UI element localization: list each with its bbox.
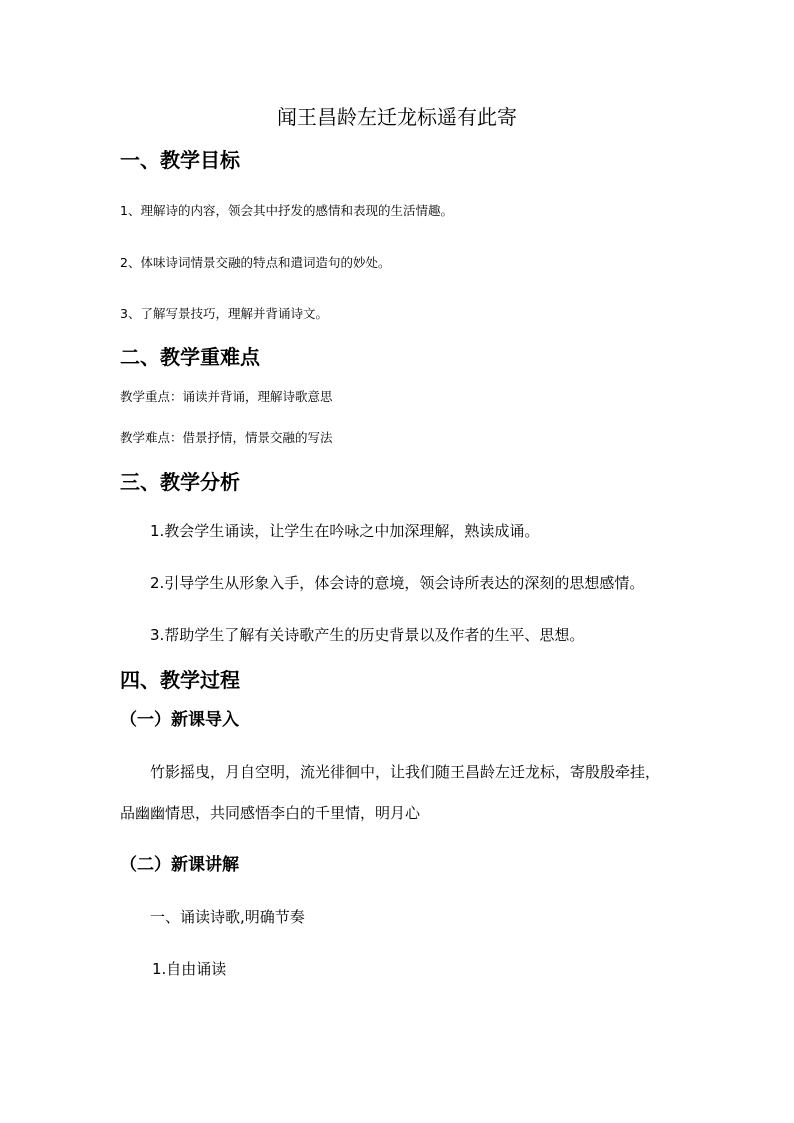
goal-item-2: 2、体味诗词情景交融的特点和遣词造句的妙处。: [120, 255, 391, 270]
analysis-item-2: 2.引导学生从形象入手，体会诗的意境，领会诗所表达的深刻的思想感情。: [150, 574, 645, 592]
lecture-substep-1: 1.自由诵读: [152, 960, 227, 978]
difficulty-text: 教学难点：借景抒情，情景交融的写法: [120, 430, 333, 445]
analysis-item-3: 3.帮助学生了解有关诗歌产生的历史背景以及作者的生平、思想。: [150, 626, 585, 644]
lecture-step-1: 一、诵读诗歌,明确节奏: [150, 908, 305, 926]
goal-item-3: 3、了解写景技巧，理解并背诵诗文。: [120, 306, 328, 321]
subsection-heading-intro: （一）新课导入: [120, 710, 239, 730]
subsection-heading-lecture: （二）新课讲解: [120, 855, 239, 875]
intro-paragraph-line-1: 竹影摇曳，月自空明，流光徘徊中，让我们随王昌龄左迁龙标，寄殷殷牵挂，: [150, 763, 661, 781]
key-point-text: 教学重点：诵读并背诵，理解诗歌意思: [120, 389, 333, 404]
section-heading-teaching-goals: 一、教学目标: [120, 148, 240, 172]
intro-paragraph-line-2: 品幽幽情思，共同感悟李白的千里情，明月心: [120, 804, 421, 822]
section-heading-analysis: 三、教学分析: [120, 470, 240, 494]
section-heading-key-points: 二、教学重难点: [120, 345, 260, 369]
document-title: 闻王昌龄左迁龙标遥有此寄: [277, 105, 517, 129]
section-heading-process: 四、教学过程: [120, 668, 240, 692]
analysis-item-1: 1.教会学生诵读，让学生在吟咏之中加深理解，熟读成诵。: [150, 522, 540, 540]
goal-item-1: 1、理解诗的内容，领会其中抒发的感情和表现的生活情趣。: [120, 203, 453, 218]
